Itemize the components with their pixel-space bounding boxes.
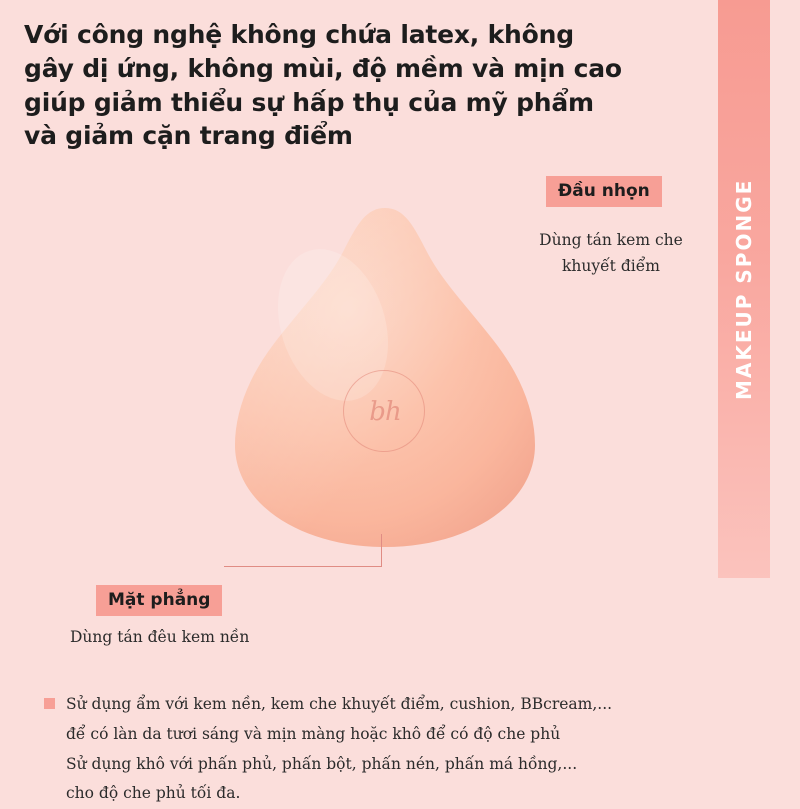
usage-note-line-4: cho độ che phủ tối đa.: [66, 784, 241, 803]
usage-note-line-1: Sử dụng ẩm với kem nền, kem che khuyết điểm, cushion, BBcream,...: [66, 695, 613, 713]
callout-tip-description-line-2: khuyết điểm: [562, 256, 660, 275]
headline-line-3: giúp giảm thiểu sự hấp thụ của mỹ phẩm: [24, 87, 594, 117]
callout-tag-tip: Đầu nhọn: [546, 176, 662, 207]
headline-text: [24, 18, 622, 153]
side-band-label: MAKEUP SPONGE: [732, 178, 756, 400]
leader-line-vertical: [381, 534, 382, 567]
usage-note-line-2: để có làn da tươi sáng và mịn màng hoặc khô để có độ che phủ: [66, 724, 561, 743]
usage-note-lines: [66, 690, 726, 809]
callout-tip-description-line-1: Dùng tán kem che: [539, 231, 683, 249]
callout-tag-flat: Mặt phẳng: [96, 585, 222, 616]
headline-line-4: và giảm cặn trang điểm: [24, 121, 353, 151]
headline-line-2: gây dị ứng, không mùi, độ mềm và mịn cao: [24, 53, 622, 83]
note-bullet-marker: [44, 698, 55, 709]
leader-line-horizontal: [224, 566, 382, 567]
brand-logo-text: bh: [369, 397, 401, 427]
makeup-sponge-image: [215, 205, 555, 550]
headline-line-1: Với công nghệ không chứa latex, không: [24, 20, 574, 49]
callout-tip-description: [506, 228, 716, 279]
usage-note-line-3: Sử dụng khô với phấn phủ, phấn bột, phấn nén, phấn má hồng,...: [66, 754, 578, 773]
brand-logo-circle: [343, 370, 425, 452]
callout-flat-description: Dùng tán đêu kem nền: [70, 628, 250, 646]
